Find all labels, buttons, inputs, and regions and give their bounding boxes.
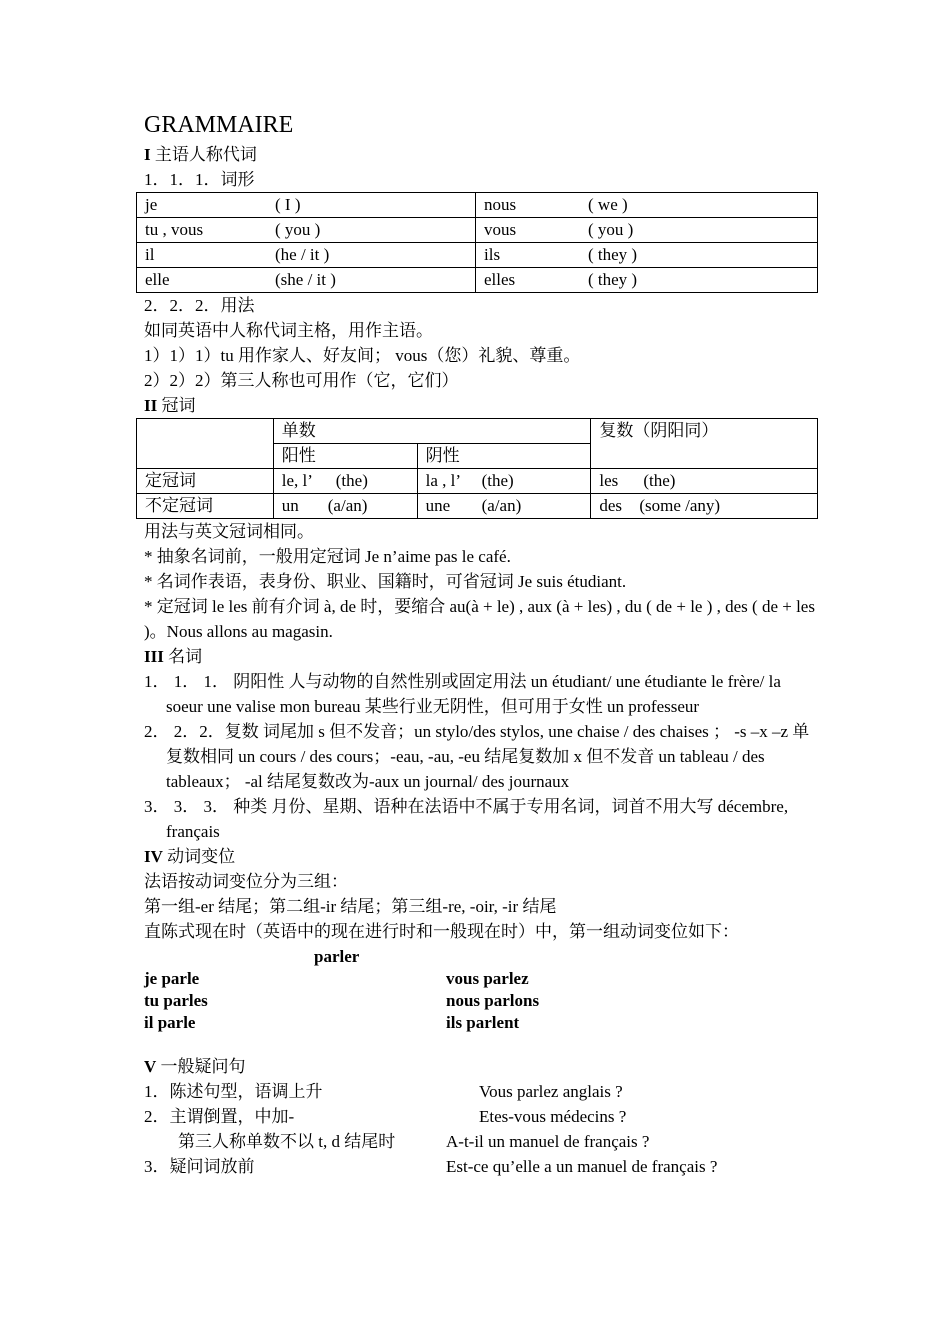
pronoun: vous bbox=[484, 220, 517, 239]
paragraph: 直陈式现在时（英语中的现在进行时和一般现在时）中，第一组动词变位如下： bbox=[144, 922, 739, 941]
table-row bbox=[137, 268, 818, 293]
article: un bbox=[281, 496, 299, 515]
table-cell bbox=[476, 243, 818, 268]
table-row bbox=[137, 243, 818, 268]
conjugation-right: vous parlez bbox=[446, 969, 529, 988]
pronoun: je bbox=[145, 195, 158, 214]
pronoun: ils bbox=[484, 245, 501, 264]
conjugation-block bbox=[144, 944, 819, 1032]
table-cell bbox=[137, 268, 476, 293]
section-title: 一般疑问句 bbox=[160, 1057, 246, 1076]
question-example: Vous parlez anglais ? bbox=[479, 1082, 623, 1101]
table-cell: 定冠词 bbox=[137, 469, 274, 494]
conjugation-left: il parle bbox=[144, 1013, 196, 1032]
pronoun: tu , vous bbox=[145, 220, 204, 239]
section-number: II bbox=[144, 396, 158, 415]
table-row bbox=[137, 419, 818, 444]
english-gloss: (some /any) bbox=[639, 496, 721, 515]
section-5-heading bbox=[144, 1054, 819, 1079]
question-example: Etes-vous médecins ? bbox=[479, 1107, 627, 1126]
english-gloss: (the) bbox=[335, 471, 368, 490]
question-row bbox=[144, 1104, 819, 1129]
conjugation-right: ils parlent bbox=[446, 1013, 520, 1032]
question-rule: 第三人称单数不以 t, d 结尾时 bbox=[178, 1132, 396, 1151]
question-example: Est-ce qu’elle a un manuel de français ? bbox=[446, 1157, 718, 1176]
table-cell bbox=[417, 469, 591, 494]
table-row bbox=[137, 218, 818, 243]
english-gloss: (a/an) bbox=[481, 496, 522, 515]
question-row bbox=[144, 1129, 819, 1154]
english-gloss: (the) bbox=[643, 471, 676, 490]
section-number: I bbox=[144, 145, 151, 164]
article: des bbox=[599, 496, 623, 515]
paragraph: 法语按动词变位分为三组： bbox=[144, 872, 348, 891]
pronoun-table bbox=[136, 192, 818, 293]
paragraph: 1）1）1）tu 用作家人、好友间； vous（您）礼貌、尊重。 bbox=[144, 346, 581, 365]
table-cell bbox=[591, 469, 818, 494]
table-cell: 阴性 bbox=[417, 444, 591, 469]
list-item: 2． 2．2．复数 词尾加 s 但不发音；un stylo/des stylos, une chaise / des chaises ； -s –x –z 单复数相同 un cours / des cours；-eau, -au, -eu 结尾复数加 x 但不发音 un tableau / des tableaux； -al 结尾复数改为-aux un journal/ des journaux bbox=[144, 722, 810, 791]
english-gloss: ( they ) bbox=[588, 245, 638, 264]
table-row bbox=[137, 193, 818, 218]
paragraph: 用法与英文冠词相同。 bbox=[144, 522, 314, 541]
verb-infinitive: parler bbox=[314, 947, 360, 966]
english-gloss: (the) bbox=[481, 471, 514, 490]
list-item: 3． 3． 3． 种类 月份、星期、语种在法语中不属于专用名词，词首不用大写 décembre, français bbox=[144, 797, 789, 841]
section-title: 主语人称代词 bbox=[154, 145, 257, 164]
paragraph: 2）2）2）第三人称也可用作（它，它们） bbox=[144, 371, 459, 390]
bullet-item: * 名词作表语，表身份、职业、国籍时，可省冠词 Je suis étudiant. bbox=[144, 572, 627, 591]
table-cell bbox=[137, 419, 274, 469]
table-cell bbox=[273, 469, 417, 494]
document-page bbox=[144, 108, 819, 1179]
table-cell bbox=[591, 494, 818, 519]
section-1-heading bbox=[144, 142, 819, 167]
english-gloss: (he / it ) bbox=[275, 245, 330, 264]
question-row bbox=[144, 1154, 819, 1179]
section-title: 动词变位 bbox=[167, 847, 236, 866]
section-title: 名词 bbox=[168, 647, 203, 666]
question-rule: 3．疑问词放前 bbox=[144, 1157, 255, 1176]
english-gloss: (a/an) bbox=[327, 496, 368, 515]
section-2-heading bbox=[144, 393, 819, 418]
table-cell: 不定冠词 bbox=[137, 494, 274, 519]
section-number: V bbox=[144, 1057, 157, 1076]
bullet-item: * 抽象名词前，一般用定冠词 Je n’aime pas le café. bbox=[144, 547, 511, 566]
conjugation-right: nous parlons bbox=[446, 991, 540, 1010]
list-item: 1． 1． 1． 阴阳性 人与动物的自然性别或固定用法 un étudiant/ une étudiante le frère/ la soeur une valise mon bureau 某些行业无阴性，但可用于女性 un professeur bbox=[144, 672, 781, 716]
page-title: GRAMMAIRE bbox=[144, 112, 294, 138]
english-gloss: (she / it ) bbox=[275, 270, 336, 289]
pronoun: nous bbox=[484, 195, 517, 214]
article: la , l’ bbox=[425, 471, 461, 490]
spacer bbox=[144, 1032, 819, 1054]
table-cell bbox=[476, 218, 818, 243]
conjugation-left: tu parles bbox=[144, 991, 208, 1010]
section-number: III bbox=[144, 647, 164, 666]
pronoun: elles bbox=[484, 270, 516, 289]
pronoun: il bbox=[145, 245, 155, 264]
article-table bbox=[136, 418, 818, 519]
question-rule: 2．主谓倒置，中加- bbox=[144, 1107, 295, 1126]
table-cell bbox=[137, 218, 476, 243]
table-row bbox=[137, 494, 818, 519]
section-4-heading bbox=[144, 844, 819, 869]
article: une bbox=[425, 496, 451, 515]
article: le, l’ bbox=[281, 471, 313, 490]
subheading-word-forms: 1．1．1．词形 bbox=[144, 170, 255, 189]
conjugation-left: je parle bbox=[144, 969, 200, 988]
english-gloss: ( you ) bbox=[275, 220, 321, 239]
english-gloss: ( you ) bbox=[588, 220, 634, 239]
section-number: IV bbox=[144, 847, 163, 866]
question-rule: 1．陈述句型，语调上升 bbox=[144, 1082, 323, 1101]
english-gloss: ( they ) bbox=[588, 270, 638, 289]
question-row bbox=[144, 1079, 819, 1104]
table-cell bbox=[476, 193, 818, 218]
table-cell bbox=[137, 193, 476, 218]
english-gloss: ( we ) bbox=[588, 195, 628, 214]
table-row bbox=[137, 469, 818, 494]
subheading-usage: 2．2．2．用法 bbox=[144, 296, 255, 315]
table-cell bbox=[476, 268, 818, 293]
table-cell bbox=[137, 243, 476, 268]
table-cell bbox=[417, 494, 591, 519]
pronoun: elle bbox=[145, 270, 170, 289]
table-cell: 阳性 bbox=[273, 444, 417, 469]
paragraph: 第一组-er 结尾；第二组-ir 结尾；第三组-re, -oir, -ir 结尾 bbox=[144, 897, 557, 916]
table-cell bbox=[273, 494, 417, 519]
article: les bbox=[599, 471, 619, 490]
question-example: A-t-il un manuel de français ? bbox=[446, 1132, 650, 1151]
bullet-item: * 定冠词 le les 前有介词 à, de 时，要缩合 au(à + le) , aux (à + les) , du ( de + le ) , des ( de + les )。Nous allons au magasin. bbox=[144, 597, 815, 641]
english-gloss: ( I ) bbox=[275, 195, 301, 214]
section-3-heading bbox=[144, 644, 819, 669]
section-title: 冠词 bbox=[161, 396, 196, 415]
table-cell: 复数（阴阳同） bbox=[591, 419, 818, 469]
paragraph: 如同英语中人称代词主格，用作主语。 bbox=[144, 321, 433, 340]
table-cell: 单数 bbox=[273, 419, 591, 444]
